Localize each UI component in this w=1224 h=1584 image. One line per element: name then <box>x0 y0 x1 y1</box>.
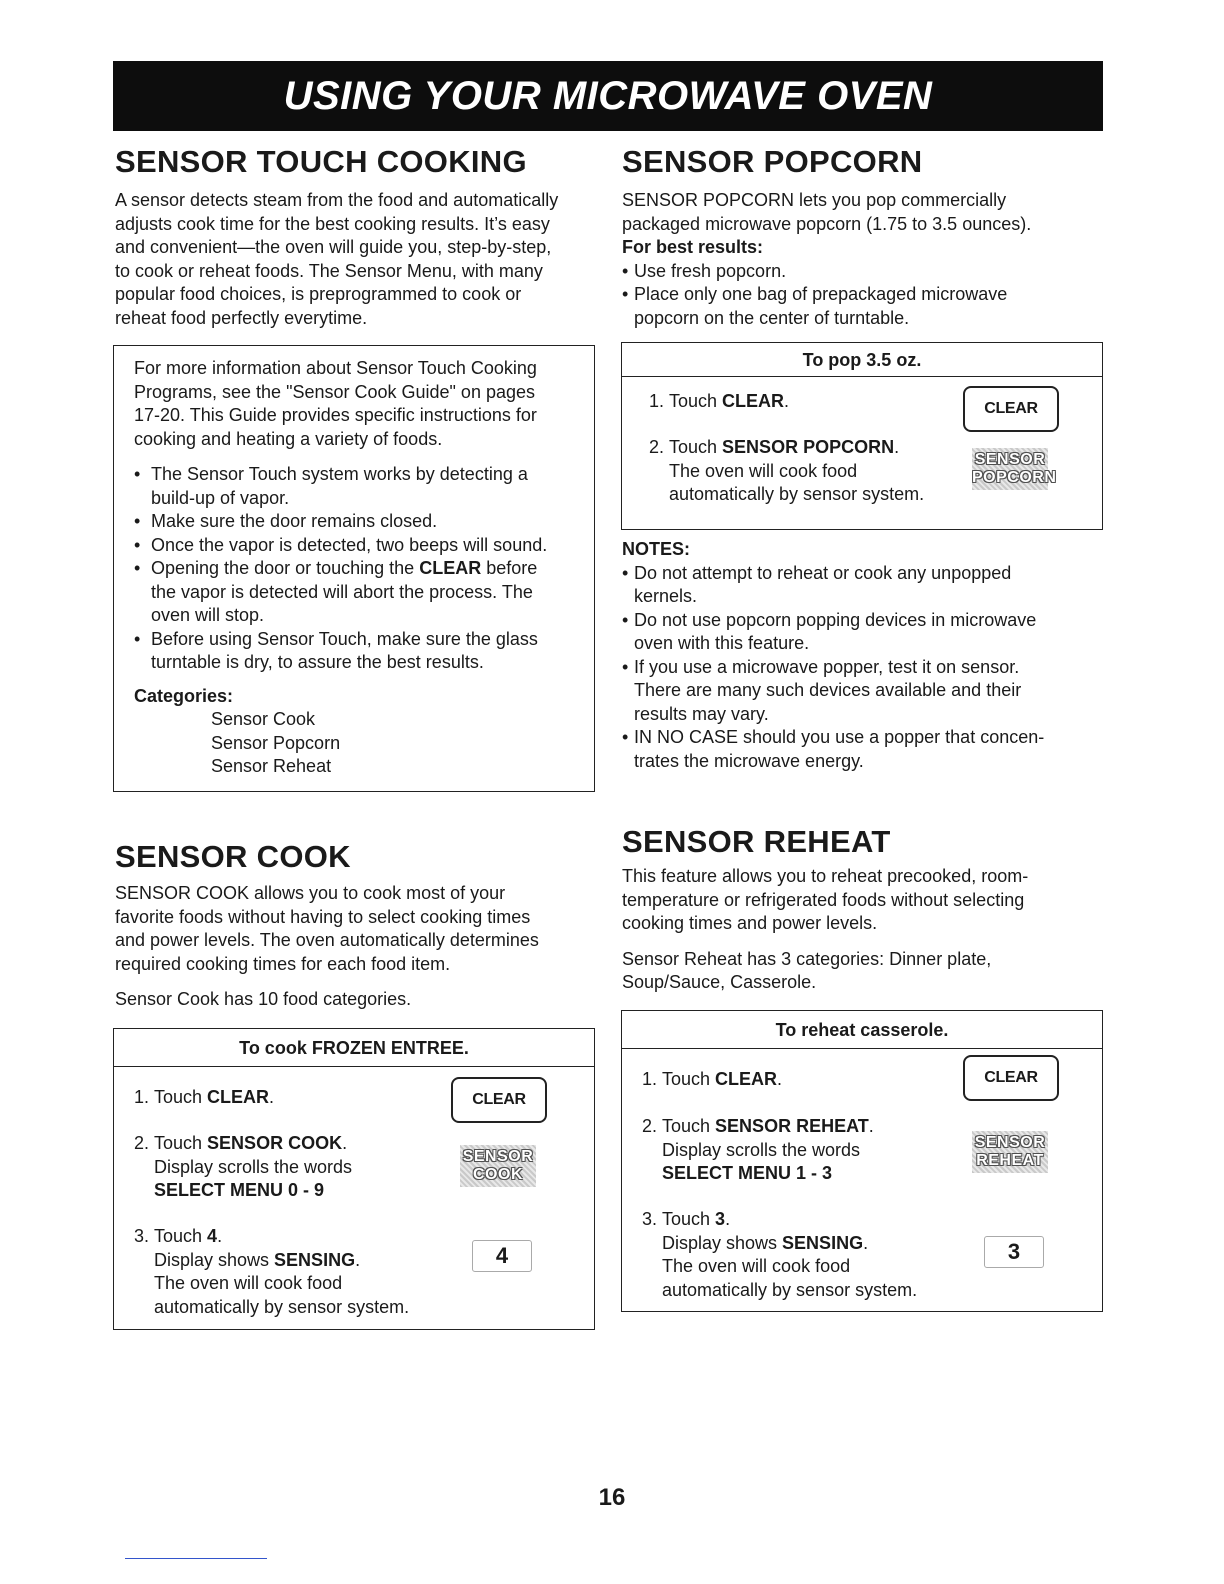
clear-key-icon: CLEAR <box>963 1055 1059 1101</box>
sensor-touch-intro-6: reheat food perfectly everytime. <box>115 307 368 328</box>
reheat-instruction-box: To reheat casserole. 1. Touch CLEAR. 2. Touch SENSOR REHEAT. Display scrolls the words SELECT MENU 1 - 3 3. Touch 3. Display shows SENSING. The oven will cook food automatically by sensor system. CLEAR SENSOR REHEAT 3 <box>621 1010 1103 1312</box>
cook-intro-3: and power levels. The oven automatically determines <box>115 930 539 950</box>
sensor-cook-heading: SENSOR COOK <box>115 839 351 874</box>
sensor-reheat-heading: SENSOR REHEAT <box>622 824 891 859</box>
sensor-reheat-key-icon: SENSOR REHEAT <box>972 1131 1048 1173</box>
sensor-touch-heading: SENSOR TOUCH COOKING <box>115 144 527 179</box>
cook-intro-1: SENSOR COOK allows you to cook most of your <box>115 883 506 903</box>
note-item: • IN NO CASE should you use a popper that concen- trates the microwave energy. <box>622 726 1112 773</box>
best-results-list <box>622 260 1112 331</box>
info-bullet: • Opening the door or touching the CLEAR before the vapor is detected will abort the process. The oven will stop. <box>134 557 594 628</box>
best-result-item: • Use fresh popcorn. <box>622 260 1112 284</box>
reheat-categories-2: Soup/Sauce, Casserole. <box>622 972 817 992</box>
clear-key-icon: CLEAR <box>451 1077 547 1123</box>
info-line-2: Programs, see the "Sensor Cook Guide" on pages <box>134 381 536 402</box>
info-line-4: cooking and heating a variety of foods. <box>134 428 443 449</box>
popcorn-box-title: To pop 3.5 oz. <box>622 343 1102 377</box>
page-number: 16 <box>598 1484 626 1511</box>
categories-label: Categories: <box>134 685 234 706</box>
reheat-box-title: To reheat casserole. <box>622 1011 1102 1049</box>
category-item: Sensor Popcorn <box>211 732 341 753</box>
number-4-key-icon: 4 <box>472 1240 532 1272</box>
sensor-cook-key-icon: SENSOR COOK <box>460 1145 536 1187</box>
info-bullet-list <box>134 463 594 675</box>
cook-category-count: Sensor Cook has 10 food categories. <box>115 989 412 1009</box>
sensor-touch-section <box>115 145 605 330</box>
cook-instruction-box: To cook FROZEN ENTREE. 1. Touch CLEAR. 2. Touch SENSOR COOK. Display scrolls the words SELECT MENU 0 - 9 3. Touch 4. Display shows SENSING. The oven will cook food automatically by sensor system. CLEAR SENSOR COOK 4 <box>113 1028 595 1330</box>
category-item: Sensor Reheat <box>211 756 332 776</box>
notes-label: NOTES: <box>622 539 691 559</box>
reheat-intro-1: This feature allows you to reheat precooked, room- <box>622 866 1029 886</box>
reheat-intro-3: cooking times and power levels. <box>622 913 878 933</box>
footer-rule <box>125 1558 267 1559</box>
sensor-touch-intro-5: popular food choices, is preprogrammed to cook or <box>115 284 522 304</box>
note-item: • Do not attempt to reheat or cook any unpopped kernels. <box>622 562 1112 609</box>
page-banner: USING YOUR MICROWAVE OVEN <box>113 61 1103 131</box>
sensor-touch-intro-4: to cook or reheat foods. The Sensor Menu, with many <box>115 260 543 281</box>
note-item: • If you use a microwave popper, test it on sensor. There are many such devices available and their results may vary. <box>622 656 1112 727</box>
sensor-popcorn-section <box>622 145 1112 330</box>
info-line-3: 17-20. This Guide provides specific instructions for <box>134 405 537 425</box>
reheat-intro-2: temperature or refrigerated foods without selecting <box>622 889 1025 910</box>
popcorn-notes <box>622 538 1112 773</box>
clear-key-icon: CLEAR <box>963 386 1059 432</box>
best-result-item: • Place only one bag of prepackaged microwave popcorn on the center of turntable. <box>622 283 1112 330</box>
info-bullet: • Before using Sensor Touch, make sure the glass turntable is dry, to assure the best results. <box>134 628 594 675</box>
info-bullet: • Make sure the door remains closed. <box>134 510 594 534</box>
number-3-key-icon: 3 <box>984 1236 1044 1268</box>
reheat-categories-1: Sensor Reheat has 3 categories: Dinner plate, <box>622 948 992 969</box>
popcorn-instruction-box: To pop 3.5 oz. 1. Touch CLEAR. 2. Touch SENSOR POPCORN. The oven will cook food automatically by sensor system. CLEAR SENSOR POPCORN <box>621 342 1103 530</box>
sensor-touch-intro-1: A sensor detects steam from the food and automatically <box>115 190 559 210</box>
popcorn-intro-1: SENSOR POPCORN lets you pop commercially <box>622 190 1007 210</box>
sensor-touch-intro-3: and convenient—the oven will guide you, step-by-step, <box>115 237 552 257</box>
sensor-touch-intro-2: adjusts cook time for the best cooking results. It’s easy <box>115 213 550 234</box>
info-bullet: • The Sensor Touch system works by detecting a build-up of vapor. <box>134 463 594 510</box>
info-bullet: • Once the vapor is detected, two beeps will sound. <box>134 534 594 558</box>
sensor-reheat-section <box>622 825 1112 995</box>
notes-list <box>622 562 1112 774</box>
info-line-1: For more information about Sensor Touch Cooking <box>134 358 537 378</box>
sensor-cook-section <box>115 840 605 1012</box>
cook-intro-2: favorite foods without having to select cooking times <box>115 906 531 927</box>
cook-box-title: To cook FROZEN ENTREE. <box>114 1029 594 1067</box>
note-item: • Do not use popcorn popping devices in microwave oven with this feature. <box>622 609 1112 656</box>
best-results-label: For best results: <box>622 237 764 257</box>
cook-intro-4: required cooking times for each food item. <box>115 953 451 974</box>
sensor-popcorn-heading: SENSOR POPCORN <box>622 144 923 179</box>
popcorn-intro-2: packaged microwave popcorn (1.75 to 3.5 ounces). <box>622 213 1032 234</box>
sensor-popcorn-key-icon: SENSOR POPCORN <box>972 448 1048 490</box>
category-item: Sensor Cook <box>211 709 316 729</box>
sensor-touch-info-box <box>113 345 595 792</box>
